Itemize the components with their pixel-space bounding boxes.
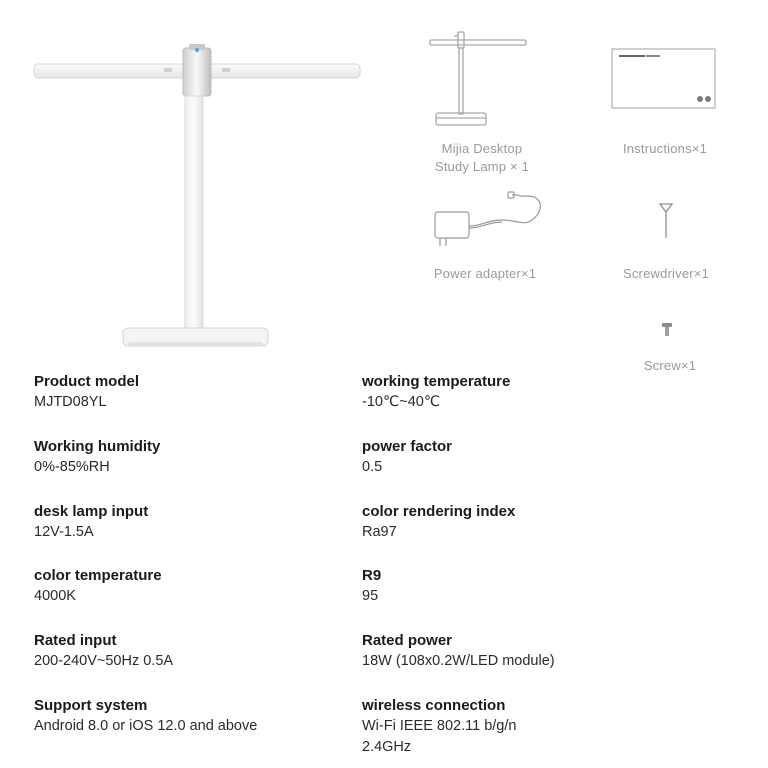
spec-value: MJTD08YL xyxy=(34,394,107,410)
spec-working-humidity xyxy=(34,437,364,478)
spec-label: Working humidity xyxy=(34,438,161,455)
spec-working-temperature xyxy=(362,372,692,413)
spec-value: 18W (108x0.2W/LED module) xyxy=(362,653,555,669)
adapter-icon xyxy=(432,190,547,250)
screwdriver-caption: Screwdriver×1 xyxy=(622,266,710,281)
spec-power-factor xyxy=(362,437,692,478)
spec-value: -10℃~40℃ xyxy=(362,394,441,410)
spec-label: working temperature xyxy=(362,373,511,390)
power-adapter-caption: Power adapter×1 xyxy=(433,266,537,281)
spec-value: 0%-85%RH xyxy=(34,459,110,475)
manual-icon xyxy=(611,48,717,110)
spec-desk-lamp-input xyxy=(34,502,364,543)
spec-color-temperature xyxy=(34,566,364,607)
spec-label: power factor xyxy=(362,438,453,455)
spec-label: Rated power xyxy=(362,632,453,649)
lamp-product-image xyxy=(30,38,365,348)
spec-rated-input xyxy=(34,631,364,672)
spec-value: 12V-1.5A xyxy=(34,524,94,540)
spec-support-system xyxy=(34,696,364,737)
spec-label: R9 xyxy=(362,567,382,584)
spec-label: wireless connection xyxy=(362,697,506,714)
lamp-icon xyxy=(428,18,528,130)
spec-color-rendering-index xyxy=(362,502,692,543)
spec-value: Android 8.0 or iOS 12.0 and above xyxy=(34,718,258,734)
spec-label: desk lamp input xyxy=(34,503,149,520)
spec-label: color rendering index xyxy=(362,503,516,520)
spec-label: Rated input xyxy=(34,632,117,649)
screw-icon xyxy=(660,322,674,338)
spec-label: Product model xyxy=(34,373,140,390)
spec-rated-power xyxy=(362,631,692,672)
spec-value: 200-240V~50Hz 0.5A xyxy=(34,653,174,669)
instructions-caption: Instructions×1 xyxy=(622,141,708,156)
spec-r9 xyxy=(362,566,692,607)
spec-label: color temperature xyxy=(34,567,162,584)
screw-caption: Screw×1 xyxy=(643,358,697,373)
spec-value: Ra97 xyxy=(362,524,397,540)
spec-wireless-connection xyxy=(362,696,692,758)
spec-value: 95 xyxy=(362,588,379,604)
spec-product-model xyxy=(34,372,364,413)
spec-value: Wi-Fi IEEE 802.11 b/g/n 2.4GHz xyxy=(362,718,517,755)
spec-value: 4000K xyxy=(34,588,76,604)
spec-value: 0.5 xyxy=(362,459,383,475)
spec-label: Support system xyxy=(34,697,148,714)
screwdriver-icon xyxy=(656,202,676,242)
lamp-caption: Mijia Desktop Study Lamp × 1 xyxy=(434,141,530,174)
